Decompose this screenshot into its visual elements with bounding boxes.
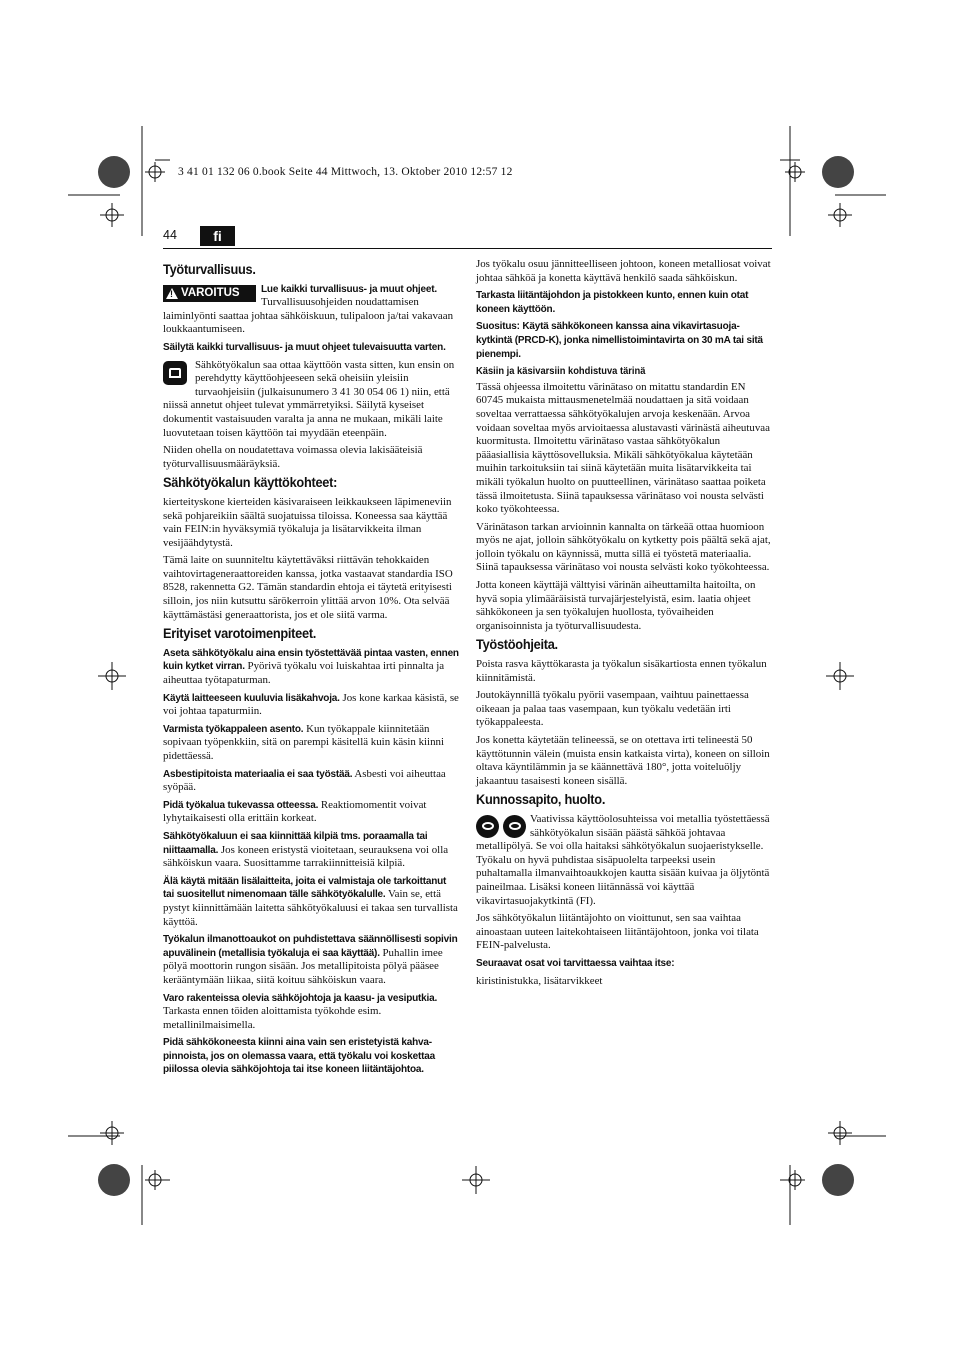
- precaution-5: Pidä työkalua tukevassa otteessa. Reaktiomomentit voivat lyhytaikaisesti olla erittäin korkeat.: [163, 798, 427, 825]
- check-cable-paragraph: Tarkasta liitäntäjohdon ja pistokkeen kunto, ennen kuin otat koneen käyttöön.: [476, 290, 749, 315]
- maintenance-paragraph-1: Vaativissa käyttöolosuhteissa voi metallia työstettäessä sähkötyökalun sisään päästä sähköä johtavaa metallipölyä. Se voi olla haitaksi sähkötyökalun suojaeristykselle. Työkalu on hyvä puhdistaa sisäpuolelta tarpeeksi usein puhaltamalla ilmanvaihtoaukkojen kautta sisään kuivaa ja öljytöntä paineilmaa. Lisäksi koneen liitännässä voi käyttää vikavirtasuojakytkintä (FI).: [476, 812, 770, 907]
- precaution-2: Käytä laitteeseen kuuluvia lisäkahvoja. Jos kone karkaa käsistä, se voi johtaa tapaturmiin.: [163, 691, 459, 718]
- left-column: [163, 258, 459, 1081]
- replaceable-parts-list: kiristinistukka, lisätarvikkeet: [476, 974, 603, 987]
- laws-paragraph: Niiden ohella on noudatettava voimassa olevia lakisääteisiä työturvallisuusmääräyksiä.: [163, 444, 423, 470]
- precaution-9: Varo rakenteissa olevia sähköjohtoja ja kaasu- ja vesiputkia. Tarkasta ennen töiden aloittamista työkohde esim. metallinilmaisimella.: [163, 992, 438, 1031]
- precaution-4: Asbestipitoista materiaalia ei saa työstää. Asbesti voi aiheuttaa syöpää.: [163, 767, 446, 794]
- heading-work-safety: Työturvallisuus.: [163, 262, 256, 278]
- maintenance-paragraph-2: Jos sähkötyökalun liitäntäjohto on vioittunut, sen saa vaihtaa ainoastaan uuteen laitekohtaiseen liitäntäjohtoon, jonka voi tilata FEIN-palvelusta.: [476, 912, 759, 952]
- vibration-paragraph-2: Värinätason tarkan arvioinnin kannalta on tärkeää ottaa huomioon myös ne ajat, jolloin sähkötyökalu on kytketty pois päältä sekä ajat, jolloin työkalu on käynnissä, mutta sillä ei työstetä materiaalia. Siinä tapauksessa värinätaso voi nousta selvästi koko työkohteessa.: [476, 520, 771, 574]
- rcd-recommendation: Suositus: Käytä sähkökoneen kanssa aina vikavirtasuojakytkintä (PRCD-K), jonka nimellistoimintavirta on 30 mA tai sitä pienempi.: [476, 321, 763, 360]
- heading-maintenance: Kunnossapito, huolto.: [476, 792, 606, 809]
- precaution-6: Sähkötyökaluun ei saa kiinnittää kilpiä tms. poraamalla tai niittaamalla. Jos koneen eristystä vioitetaan, seurauksena voi olla sähköiskun vaara. Suosittamme tarrakiinnitteisiä kilpiä.: [163, 830, 449, 870]
- tips-paragraph-1: Poista rasva käyttökarasta ja työkalun sisäkartiosta ennen työkalun kiinnitämistä.: [476, 658, 767, 684]
- warning-triangle-icon: [166, 288, 178, 299]
- read-manual-paragraph: Sähkötyökalun saa ottaa käyttöön vasta sitten, kun ensin on perehdytty käyttöohjeeseen sekä oheisiin yleisiin turvaohjeisiin (julkaisunumero 3 41 30 054 06 1) niin, että niissä annetut ohjeet tulevat ymmärretyiksi. Säilytä kyseiset dokumentit vastaisuuden varalta ja anna ne mukaan, mikäli laite luovutetaan toisen käyttöön tai myydään eteenpäin.: [163, 358, 455, 439]
- warning-paragraph: ! VAROITUS Lue kaikki turvallisuus- ja muut ohjeet. Turvallisuusohjeiden noudattamisen laiminlyönti saattaa johtaa sähköiskuun, tulipaloon ja/tai vakavaan loukkaantumiseen.: [163, 283, 459, 337]
- read-manual-icon: [163, 361, 187, 385]
- vibration-paragraph-3: Jotta koneen käyttäjä välttyisi värinän aiheuttamilta haitoilta, on hyvä sopia ylimääräisistä turvajärjestelyistä, esim. laatia ohjeet sähkökoneen ja sen työkalujen huollosta, työvaiheiden organisoinnista ja työturvallisuudesta.: [476, 579, 756, 632]
- keep-instructions: Säilytä kaikki turvallisuus- ja muut ohjeet tulevaisuutta varten.: [163, 341, 446, 353]
- precaution-1: Aseta sähkötyökalu aina ensin työstettävää pintaa vasten, ennen kuin kytket virran. Pyörivä työkalu voi luiskahtaa irti pinnalta ja aiheuttaa työtapaturman.: [163, 647, 459, 687]
- vibration-paragraph-1: Tässä ohjeessa ilmoitettu värinätaso on mitattu standardin EN 60745 mukaista mittausmenetelmää noudattaen ja sitä voidaan soveltaa verrattaessa sähkötyökalujen arvoja keskenään. Arvoa voidaan soveltaa myös arvioitaessa alustavasti värinästä aiheutuvaa kuormitusta. Ilmoitettu värinätaso vastaa sähkötyökalun pääasiallisia käyttösovelluksia. Mikäli sähkötyökalua käytetään muihin tarkoituksiin tai siinä käytetään muita lisätarvikkeita tai mikäli työkalun huolto on puutteellinen, värinätaso saattaa poiketa tässä ilmoitetusta. Siinä tapauksessa värinätaso voi nousta selvästi koko työkohteessa.: [476, 380, 770, 516]
- print-job-header: 3 41 01 132 06 0.book Seite 44 Mittwoch, 13. Oktober 2010 12:57 12: [178, 166, 513, 178]
- heading-working-tips: Työstöohjeita.: [476, 637, 558, 654]
- live-wire-paragraph: Jos työkalu osuu jännitteelliseen johtoon, koneen metalliosat voivat johtaa sähköä ja konetta käyttävä henkilö saada sähköiskun.: [476, 258, 771, 284]
- page-number: 44: [163, 228, 177, 242]
- replaceable-parts-heading: Seuraavat osat voi tarvittaessa vaihtaa itse:: [476, 957, 675, 969]
- mask-protection-icon: [503, 815, 526, 838]
- heading-special-precautions: Erityiset varotoimenpiteet.: [163, 626, 317, 643]
- heading-intended-use: Sähkötyökalun käyttökohteet:: [163, 475, 338, 492]
- heading-vibration: Käsiin ja käsivarsiin kohdistuva tärinä: [476, 366, 646, 378]
- right-column: [476, 258, 772, 992]
- purpose-paragraph-1: kierteityskone kierteiden käsivaraiseen leikkaukseen läpimeneviin sekä pohjareikiin säältä suojatuissa tiloissa. Koneessa saa käyttää vain FEIN:in hyväksymiä työkaluja ja lisätarvikkeita ilman vesijäähdytystä.: [163, 495, 452, 549]
- tips-paragraph-3: Jos konetta käytetään telineessä, se on otettava irti telineestä 50 käyttötunnin välein (muista ensin katkaista virta), koneen on silloin oltava käyntilämmin ja se käännettävä 180°, jotta voiteluöljy jakaantuu tasaisesti koneen sisällä.: [476, 734, 770, 787]
- tips-paragraph-2: Joutokäynnillä työkalu pyörii vasempaan, vaihtuu painettaessa oikeaan ja palaa taas vasempaan, kun työkalu vedetään irti työkappaleesta.: [476, 689, 749, 729]
- precaution-10: Pidä sähkökoneesta kiinni aina vain sen eristetyistä kahvapinnoista, jos on olemassa vaara, että työkalu voi koskettaa piilossa olevia sähköjohtoja tai itse koneen liitäntäjohtoa.: [163, 1037, 435, 1076]
- precaution-8: Työkalun ilmanottoaukot on puhdistettava säännöllisesti sopivin apuvälinein (metallisia työkaluja ei saa käyttää). Puhallin imee pölyä moottorin rungon sisään. Jos metallipitoista pölyä pääsee kerääntymään liikaa, siitä koituu sähköiskun vaara.: [163, 934, 458, 986]
- language-badge: fi: [200, 226, 235, 246]
- purpose-paragraph-2: Tämä laite on suunniteltu käytettäväksi riittävän tehokkaiden vaihtovirtageneraattoreiden kanssa, jotka vastaavat standardia ISO 8528, rakennetta G2. Tämän standardin ehtoja ei täytetä erityisesti silloin, jos niin kutsuttu särökerroin ylittää arvon 10%. Ota selvää käyttämästäsi generaattorista, jos et ole siitä varma.: [163, 554, 453, 621]
- header-rule: [163, 248, 772, 249]
- warning-label: ! VAROITUS: [163, 285, 256, 302]
- eye-protection-icon: [476, 815, 499, 838]
- precaution-7: Älä käytä mitään lisälaitteita, joita ei valmistaja ole tarkoittanut tai suositellut nimenomaan tälle sähkötyökalulle. Vain se, että pystyt kiinnittämään laitetta sähkötyökaluusi ei takaa sen turvallista käyttöä.: [163, 875, 458, 928]
- precaution-3: Varmista työkappaleen asento. Kun työkappale kiinnitetään sopivaan työpenkkiin, sitä on parempi käsitellä kuin käsin kiinni pidettäessä.: [163, 722, 444, 762]
